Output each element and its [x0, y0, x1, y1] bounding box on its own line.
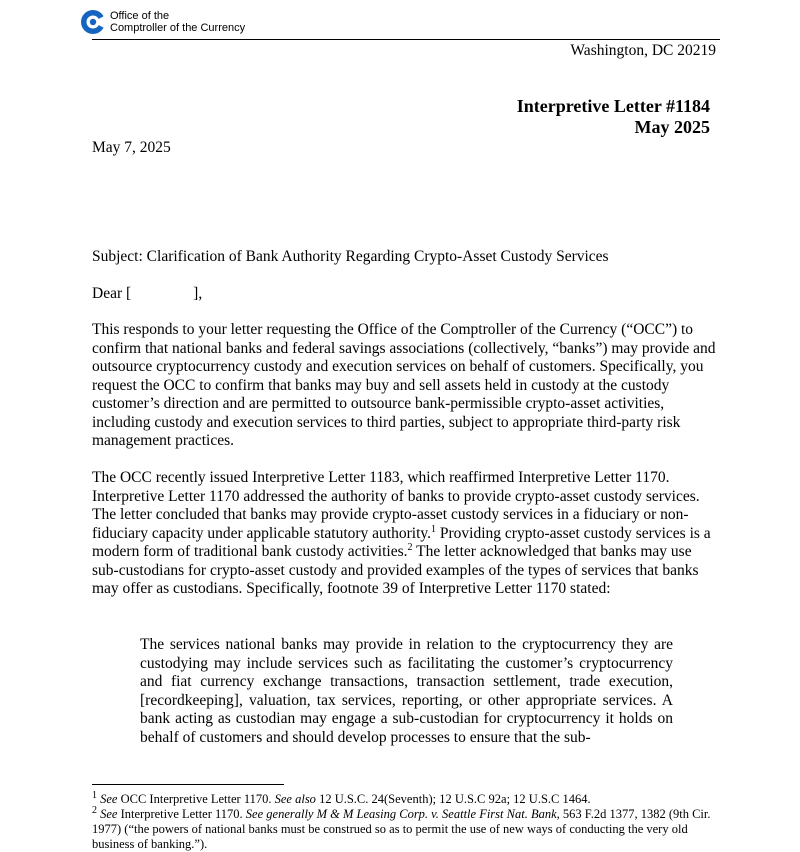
footnote-1-mark: 1	[92, 789, 97, 801]
header-divider	[92, 39, 720, 40]
body-paragraph-1: This responds to your letter requesting the Office of the Comptroller of the Currency (“OCC”) to confirm that national banks and federal savings associations (collectively, “banks”) may provide and outsource cryptocurrency custody and execution services on behalf of customers. Specifically, you request the OCC to confirm that banks may buy and sell assets held in custody at the custody customer’s direction and are permitted to outsource bank-permissible crypto-asset activities, including custody and execution services to third parties, subject to appropriate third-party risk management practices.	[92, 321, 716, 449]
letter-number: Interpretive Letter #1184	[516, 96, 710, 116]
org-name	[110, 10, 245, 34]
org-name-line2: Comptroller of the Currency	[110, 22, 246, 34]
footnote-1-see-also: See also	[274, 792, 316, 806]
footnote-ref-2: 2	[407, 541, 413, 553]
paragraph-2-text-a: The OCC recently issued Interpretive Letter 1183, which reaffirmed Interpretive Letter 1170. Interpretive Letter 1170 addressed the authority of banks to provide crypto-asset custody services. The letter concluded that banks may provide crypto-asset custody services in a fiduciary or non-fiduciary capacity under applicable statutory authority.	[92, 469, 700, 542]
footnote-2-see: See	[100, 807, 118, 821]
footnote-1-text-b: 12 U.S.C. 24(Seventh); 12 U.S.C 92a; 12 U.S.C 1464.	[315, 792, 591, 806]
footnote-2-mark: 2	[92, 804, 97, 816]
footnote-ref-1: 1	[431, 523, 437, 535]
org-name-line1: Office of the	[110, 10, 170, 22]
footnote-1-text-a: OCC Interpretive Letter 1170.	[117, 792, 275, 806]
letter-month: May 2025	[634, 117, 710, 137]
footnote-2	[92, 804, 722, 852]
footnote-2-case: See generally M & M Leasing Corp. v. Seattle First Nat. Bank	[245, 807, 557, 821]
footnote-divider	[92, 784, 284, 785]
subject-line: Subject: Clarification of Bank Authority Regarding Crypto-Asset Custody Services	[92, 248, 609, 265]
salutation: Dear [ ],	[92, 285, 203, 302]
paragraph-2-text-b: Providing crypto-asset custody services is a modern form of traditional bank custody activities.	[92, 524, 711, 560]
letter-title	[517, 96, 710, 138]
body-paragraph-2	[92, 469, 718, 599]
footnote-2-text-b: , 563 F.2d 1377, 1382 (9th Cir. 1977) (“the powers of national banks must be construed so as to permit the use of new ways of conducting the very old business of banking.”).	[92, 807, 711, 851]
footnote-1	[92, 789, 722, 807]
footnote-1-see: See	[100, 792, 118, 806]
footnotes	[92, 789, 722, 852]
office-address: Washington, DC 20219	[570, 42, 716, 59]
paragraph-2-text-c: The letter acknowledged that banks may use sub-custodians for crypto-asset custody and provided examples of the types of services that banks may offer as custodians. Specifically, footnote 39 of Interpretive Letter 1170 stated:	[92, 543, 699, 597]
footnote-2-text-a: Interpretive Letter 1170.	[117, 807, 246, 821]
letter-date: May 7, 2025	[92, 139, 171, 156]
occ-logo-icon	[80, 9, 106, 35]
block-quote: The services national banks may provide in relation to the cryptocurrency they are custodying may include services such as facilitating the customer’s cryptocurrency and fiat currency exchange transactions, transaction settlement, trade execution, [recordkeeping], valuation, tax services, reporting, or other appropriate services. A bank acting as custodian may engage a sub-custodian for cryptocurrency it holds on behalf of customers and should develop processes to ensure that the sub-	[140, 636, 673, 746]
